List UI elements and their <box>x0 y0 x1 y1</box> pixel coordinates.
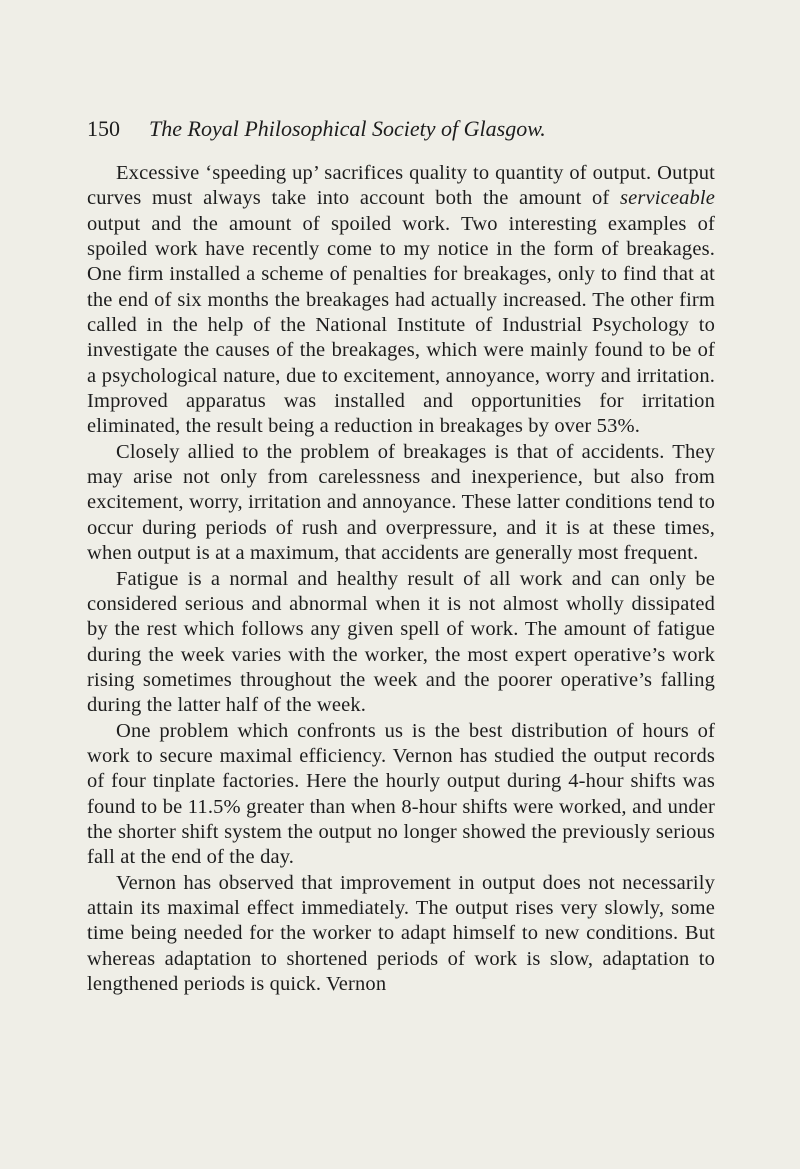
page-number: 150 <box>87 116 120 141</box>
paragraph-speeding-up <box>87 161 715 440</box>
paragraph-hours-of-work: One problem which confronts us is the best distribution of hours of work to secure maximal efficiency. Vernon has studied the output records of four tinplate factories. Here the hourly output during 4-hour shifts was found to be 11.5% greater than when 8-hour shifts were worked, and under the shorter shift system the output no longer showed the previously serious fall at the end of the day. <box>87 719 715 869</box>
journal-title: The Royal Philosophical Society of Glasgow. <box>149 116 546 141</box>
body-text <box>87 161 715 997</box>
running-head <box>87 116 727 142</box>
paragraph-accidents: Closely allied to the problem of breakages is that of accidents. They may arise not only from carelessness and inexperience, but also from excitement, worry, irritation and annoyance. These latter conditions tend to occur during periods of rush and overpressure, and it is at these times, when output is at a maximum, that accidents are generally most frequent. <box>87 440 715 565</box>
paragraph-fatigue: Fatigue is a normal and healthy result of all work and can only be considered serious and abnormal when it is not almost wholly dissipated by the rest which follows any given spell of work. The amount of fatigue during the week varies with the worker, the most expert operative’s work rising sometimes throughout the week and the poorer operative’s falling during the latter half of the week. <box>87 567 715 717</box>
paragraph-vernon-adaptation: Vernon has observed that improvement in output does not necessarily attain its maximal effect immediately. The output rises very slowly, some time being needed for the worker to adapt himself to new conditions. But whereas adaptation to shortened periods of work is slow, adaptation to lengthened periods is quick. Vernon <box>87 871 715 995</box>
paragraph-text: Excessive ‘speeding up’ sacrifices quality to quantity of output. Output curves must always take into account both the amount of <box>87 162 715 210</box>
emphasis-serviceable: serviceable <box>620 187 715 210</box>
paragraph-text: output and the amount of spoiled work. Two interesting examples of spoiled work have recently come to my notice in the form of breakages. One firm installed a scheme of penalties for breakages, only to find that at the end of six months the breakages had actually increased. The other firm called in the help of the National Institute of Industrial Psychology to investigate the causes of the breakages, which were mainly found to be of a psychological nature, due to excitement, annoyance, worry and irritation. Improved apparatus was installed and opportunities for irritation eliminated, the result being a reduction in breakages by over 53%. <box>87 212 715 438</box>
